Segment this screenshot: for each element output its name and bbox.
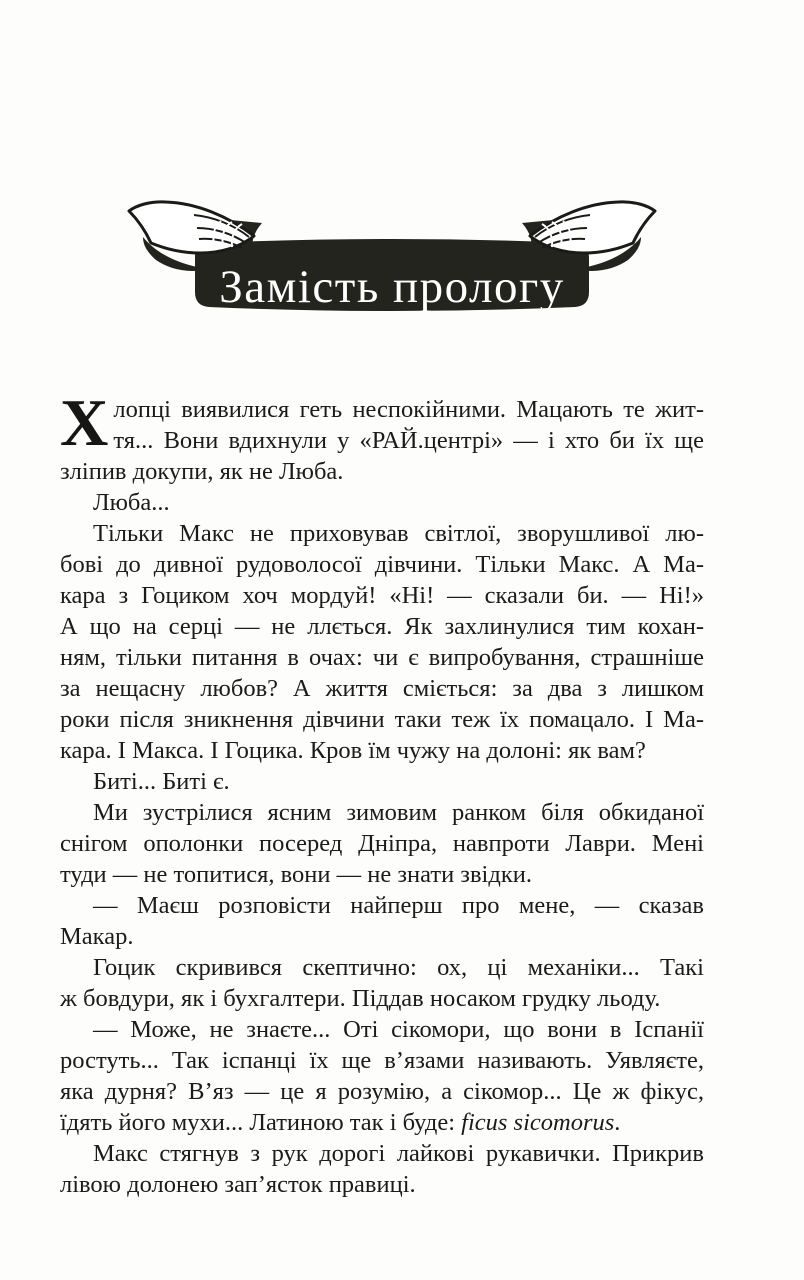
paragraph — [60, 797, 704, 890]
paragraph — [60, 952, 704, 1014]
text-line: лопці виявилися геть неспокійними. Мацають те жит- — [113, 396, 704, 423]
chapter-title: Замість прологу — [219, 261, 565, 313]
text-line: Биті... Биті є. — [93, 768, 230, 795]
text-line: бові до дивної рудоволосої дівчини. Тільки Макс. А Ма- — [60, 551, 704, 578]
text-line: зліпив докупи, як не Люба. — [60, 458, 344, 485]
text-line: за нещасну любов? А життя сміється: за два з лишком — [60, 675, 704, 702]
text-line: — Маєш розповісти найперш про мене, — сказав — [93, 892, 704, 919]
text-line: — Може, не знаєте... Оті сікомори, що вони в Іспанії — [93, 1016, 704, 1043]
text-line: кара з Гоциком хоч мордуй! «Ні! — сказали би. — Ні!» — [60, 582, 704, 609]
drop-cap: Х — [60, 386, 106, 460]
text-line: Макс стягнув з рук дорогі лайкові рукавички. Прикрив — [93, 1140, 704, 1167]
text-line: кара. І Макса. І Гоцика. Кров їм чужу на долоні: як вам? — [60, 737, 646, 764]
chapter-banner — [0, 190, 804, 368]
text-line: їдять його мухи... Латиною так і буде: ficus sicomorus. — [60, 1109, 621, 1136]
text-line: Ми зустрілися ясним зимовим ранком біля обкиданої — [93, 799, 704, 826]
paragraph — [60, 518, 704, 766]
text-line: яка дурня? В’яз — це я розумію, а сікомор... Це ж фікус, — [60, 1078, 704, 1105]
text-line: снігом ополонки посеред Дніпра, навпроти Лаври. Мені — [60, 830, 704, 857]
paragraph — [60, 386, 704, 487]
text-line: Гоцик скривився скептично: ох, ці механіки... Такі — [93, 954, 704, 981]
paragraph — [60, 1138, 704, 1200]
text-line: ням, тільки питання в очах: чи є випробування, страшніше — [60, 644, 704, 671]
text-line: Макар. — [60, 923, 134, 950]
paragraph — [60, 890, 704, 952]
text-line: Люба... — [93, 489, 170, 516]
text-block — [60, 386, 704, 1200]
text-line: Тільки Макс не приховував світлої, зворушливої лю- — [93, 520, 704, 547]
text-line: ростуть... Так іспанці їх ще в’язами називають. Уявляєте, — [60, 1047, 704, 1074]
paragraph — [60, 766, 704, 797]
text-line: тя... Вони вдихнули у «РАЙ.центрі» — і хто би їх ще — [113, 427, 704, 454]
text-line: роки після зникнення дівчини таки теж їх помацало. І Ма- — [60, 706, 704, 733]
text-line: лівою долонею зап’ясток правиці. — [60, 1171, 416, 1198]
paragraph — [60, 487, 704, 518]
paragraph — [60, 1014, 704, 1138]
text-line: ж бовдури, як і бухгалтери. Піддав носаком грудку льоду. — [60, 985, 661, 1012]
text-line: А що на серці — не ллється. Як захлинулися тим кохан- — [60, 613, 704, 640]
text-line: туди — не топитися, вони — не знати звідки. — [60, 861, 532, 888]
